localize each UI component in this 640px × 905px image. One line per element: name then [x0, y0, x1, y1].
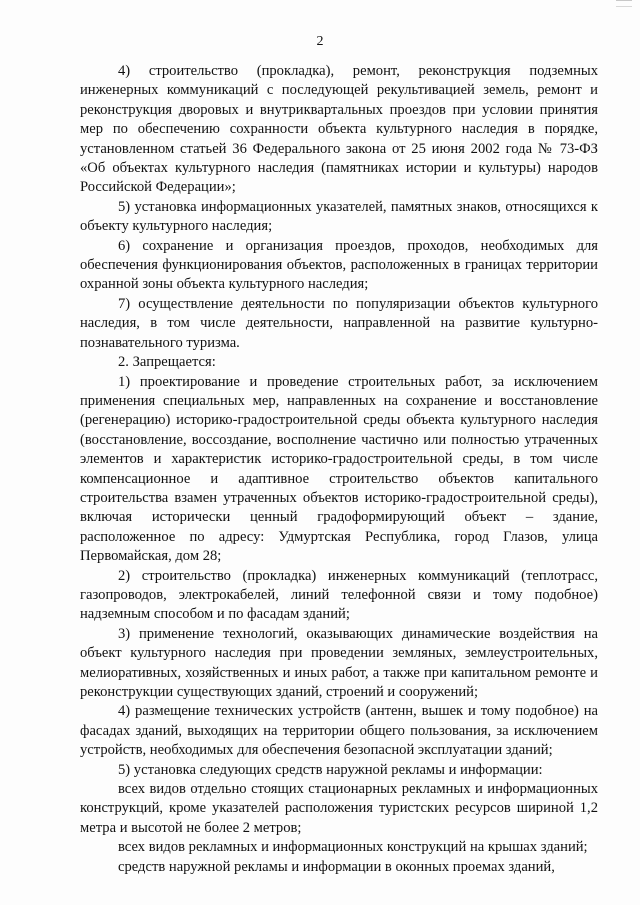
page-number: 2 — [316, 34, 324, 49]
paragraph-1-7: 7) осуществление деятельности по популяризации объектов культурного наследия, в том числе деятельности, направленной на развитие культурно-познавательного туризма. — [80, 295, 598, 351]
paragraph-2-2: 2) строительство (прокладка) инженерных коммуникаций (теплотрасс, газопроводов, электрокабелей, линий телефонной связи и тому подобное) надземным способом и по фасадам зданий; — [80, 567, 598, 623]
scan-corner-mark — [616, 0, 632, 7]
paragraph-2-4: 4) размещение технических устройств (антенн, вышек и тому подобное) на фасадах зданий, выходящих на территории общего пользования, за исключением устройств, необходимых для обеспечения безопасной эксплуатации зданий; — [80, 703, 598, 759]
paragraph-2-5: 5) установка следующих средств наружной рекламы и информации: — [118, 761, 543, 778]
document-body — [80, 62, 598, 877]
paragraph-2-5-c: средств наружной рекламы и информации в оконных проемах зданий, — [118, 858, 555, 875]
section-2-heading: 2. Запрещается: — [118, 354, 216, 371]
paragraph-1-4: 4) строительство (прокладка), ремонт, реконструкция подземных инженерных коммуникаций с последующей рекультивацией земель, ремонт и реконструкция дворовых и внутриквартальных проездов при условии принятия мер по обеспечению сохранности объекта культурного наследия в порядке, установленном статьей 36 Федерального закона от 25 июня 2002 года № 73-ФЗ «Об объектах культурного наследия (памятниках истории и культуры) народов Российской Федерации»; — [80, 63, 598, 196]
paragraph-1-6: 6) сохранение и организация проездов, проходов, необходимых для обеспечения функционирования объектов, расположенных в границах территории охранной зоны объекта культурного наследия; — [80, 237, 598, 293]
paragraph-1-5: 5) установка информационных указателей, памятных знаков, относящихся к объекту культурного наследия; — [80, 198, 598, 235]
paragraph-2-3: 3) применение технологий, оказывающих динамические воздействия на объект культурного наследия при проведении земляных, землеустроительных, мелиоративных, хозяйственных и иных работ, а также при капитальном ремонте и реконструкции существующих зданий, строений и сооружений; — [80, 625, 598, 700]
paragraph-2-5-b: всех видов рекламных и информационных конструкций на крышах зданий; — [118, 839, 588, 856]
paragraph-2-5-a: всех видов отдельно стоящих стационарных рекламных и информационных конструкций, кроме указателей расположения туристских ресурсов шириной 1,2 метра и высотой не более 2 метров; — [80, 781, 598, 836]
paragraph-2-1: 1) проектирование и проведение строительных работ, за исключением применения специальных мер, направленных на сохранение и восстановление (регенерацию) историко-градостроительной среды объекта культурного наследия (восстановление, воссоздание, восполнение частично или полностью утраченных элементов и характеристик историко-градостроительной среды, в том числе компенсационное и адаптивное строительство объектов капитального строительства взамен утраченных объектов историко-градостроительной среды), включая исторически ценный градоформирующий объект – здание, расположенное по адресу: Удмуртская Республика, город Глазов, улица Первомайская, дом 28; — [80, 373, 598, 565]
